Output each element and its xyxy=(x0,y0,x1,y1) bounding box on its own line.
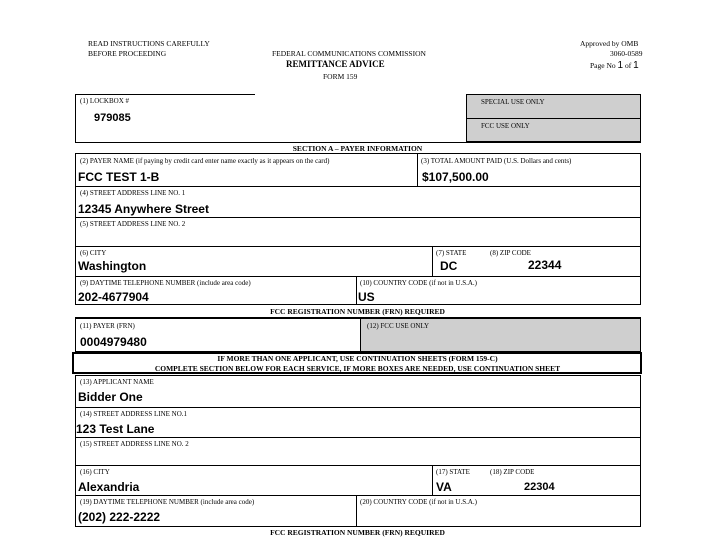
lockbox-value: 979085 xyxy=(94,112,131,124)
special-use-box xyxy=(466,94,641,119)
payer-zip-label: (8) ZIP CODE xyxy=(490,249,531,257)
applicant-name-label: (13) APPLICANT NAME xyxy=(80,378,154,386)
omb-approval: Approved by OMB xyxy=(580,39,639,48)
section-a-title: SECTION A – PAYER INFORMATION xyxy=(292,144,423,153)
form-title: REMITTANCE ADVICE xyxy=(286,59,385,69)
page-number: 1 xyxy=(617,60,624,71)
payer-country-value[interactable]: US xyxy=(358,290,375,304)
payer-frn-value[interactable]: 0004979480 xyxy=(80,335,147,349)
special-use-label: SPECIAL USE ONLY xyxy=(481,98,545,106)
payer-street1-label: (4) STREET ADDRESS LINE NO. 1 xyxy=(80,189,186,197)
applicant-street1-value[interactable]: 123 Test Lane xyxy=(76,422,155,436)
applicant-state-value[interactable]: VA xyxy=(436,480,452,494)
applicant-street2-label: (15) STREET ADDRESS LINE NO. 2 xyxy=(80,440,189,448)
applicant-city-value[interactable]: Alexandria xyxy=(78,480,140,494)
payer-state-value[interactable]: DC xyxy=(440,259,458,273)
payer-name-value[interactable]: FCC TEST 1-B xyxy=(78,170,160,184)
payer-state-label: (7) STATE xyxy=(436,249,467,257)
payer-country-label: (10) COUNTRY CODE (if not in U.S.A.) xyxy=(360,279,477,287)
amount-value[interactable]: $107,500.00 xyxy=(422,170,489,184)
payer-frn-label: (11) PAYER (FRN) xyxy=(80,322,135,330)
page-label: Page No xyxy=(590,61,616,70)
fcc-use-box xyxy=(466,118,641,142)
payer-name-label: (2) PAYER NAME (if paying by credit card enter name exactly as it appears on the card) xyxy=(80,157,330,165)
payer-phone-value[interactable]: 202-4677904 xyxy=(78,290,149,304)
payer-city-value[interactable]: Washington xyxy=(78,259,147,273)
payer-street1-value[interactable]: 12345 Anywhere Street xyxy=(78,202,209,216)
fcc-use-label: FCC USE ONLY xyxy=(481,122,530,130)
applicant-state-label: (17) STATE xyxy=(436,468,470,476)
payer-phone-label: (9) DAYTIME TELEPHONE NUMBER (include area code) xyxy=(80,279,251,287)
page-number-block xyxy=(590,60,639,71)
applicant-phone-value[interactable]: (202) 222-2222 xyxy=(78,510,161,524)
applicant-name-value[interactable]: Bidder One xyxy=(78,390,143,404)
payer-zip-value[interactable]: 22344 xyxy=(528,258,562,272)
omb-number: 3060-0589 xyxy=(610,49,643,58)
continuation-line-1: IF MORE THAN ONE APPLICANT, USE CONTINUATION SHEETS (FORM 159-C) xyxy=(217,354,498,363)
applicant-country-label: (20) COUNTRY CODE (if not in U.S.A.) xyxy=(360,498,477,506)
applicant-zip-label: (18) ZIP CODE xyxy=(490,468,535,476)
instructions-line-1: READ INSTRUCTIONS CAREFULLY xyxy=(88,39,210,48)
applicant-city-label: (16) CITY xyxy=(80,468,110,476)
applicant-phone-label: (19) DAYTIME TELEPHONE NUMBER (include area code) xyxy=(80,498,255,506)
instructions-line-2: BEFORE PROCEEDING xyxy=(88,49,167,58)
of-label: of xyxy=(624,61,632,70)
payer-city-label: (6) CITY xyxy=(80,249,107,257)
applicant-zip-value[interactable]: 22304 xyxy=(524,481,555,493)
fcc-use-only-label: (12) FCC USE ONLY xyxy=(367,322,430,330)
continuation-line-2: COMPLETE SECTION BELOW FOR EACH SERVICE, IF MORE BOXES ARE NEEDED, USE CONTINUATION SHEET xyxy=(154,364,561,373)
form-number: FORM 159 xyxy=(323,72,358,81)
page-total: 1 xyxy=(633,60,639,71)
frn-required-title-1: FCC REGISTRATION NUMBER (FRN) REQUIRED xyxy=(270,307,445,316)
amount-label: (3) TOTAL AMOUNT PAID (U.S. Dollars and cents) xyxy=(421,157,572,165)
frn-required-title-2: FCC REGISTRATION NUMBER (FRN) REQUIRED xyxy=(270,528,445,537)
lockbox-label: (1) LOCKBOX # xyxy=(80,97,129,105)
agency-name: FEDERAL COMMUNICATIONS COMMISSION xyxy=(272,49,426,58)
payer-street2-label: (5) STREET ADDRESS LINE NO. 2 xyxy=(80,220,186,228)
applicant-street1-label: (14) STREET ADDRESS LINE NO.1 xyxy=(80,410,188,418)
fcc-use-only-box xyxy=(360,318,641,352)
